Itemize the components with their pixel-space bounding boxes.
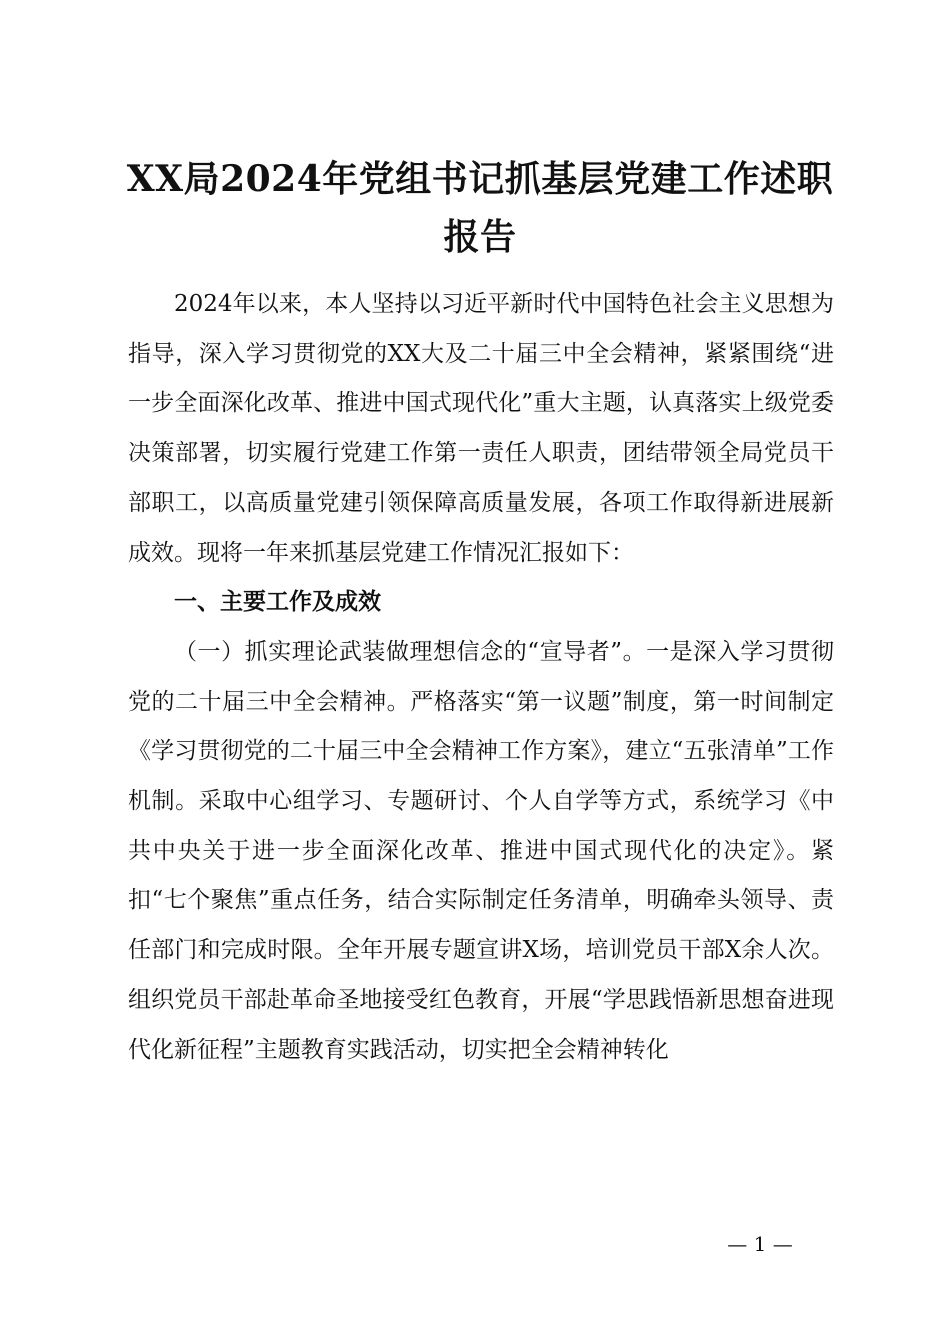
document-body xyxy=(128,280,834,1075)
section-paragraph: （一）抓实理论武装做理想信念的“宣导者”。一是深入学习贯彻党的二十届三中全会精神。严格落实“第一议题”制度，第一时间制定《学习贯彻党的二十届三中全会精神工作方案》，建立“五张清单”工作机制。采取中心组学习、专题研讨、个人自学等方式，系统学习《中共中央关于进一步全面深化改革、推进中国式现代化的决定》。紧扣“七个聚焦”重点任务，结合实际制定任务清单，明确牵头领导、责任部门和完成时限。全年开展专题宣讲X场，培训党员干部X余人次。组织党员干部赴革命圣地接受红色教育，开展“学思践悟新思想奋进现代化新征程”主题教育实践活动，切实把全会精神转化 xyxy=(128,638,834,1063)
section-heading: 一、主要工作及成效 xyxy=(174,589,381,616)
page-number: — 1 — xyxy=(727,1232,793,1256)
intro-paragraph: 2024年以来，本人坚持以习近平新时代中国特色社会主义思想为指导，深入学习贯彻党的XX大及二十届三中全会精神，紧紧围绕“进一步全面深化改革、推进中国式现代化”重大主题，认真落实上级党委决策部署，切实履行党建工作第一责任人职责，团结带领全局党员干部职工，以高质量党建引领保障高质量发展，各项工作取得新进展新成效。现将一年来抓基层党建工作情况汇报如下： xyxy=(128,291,834,566)
document-title: XX局2024年党组书记抓基层党建工作述职报告 xyxy=(126,158,834,258)
